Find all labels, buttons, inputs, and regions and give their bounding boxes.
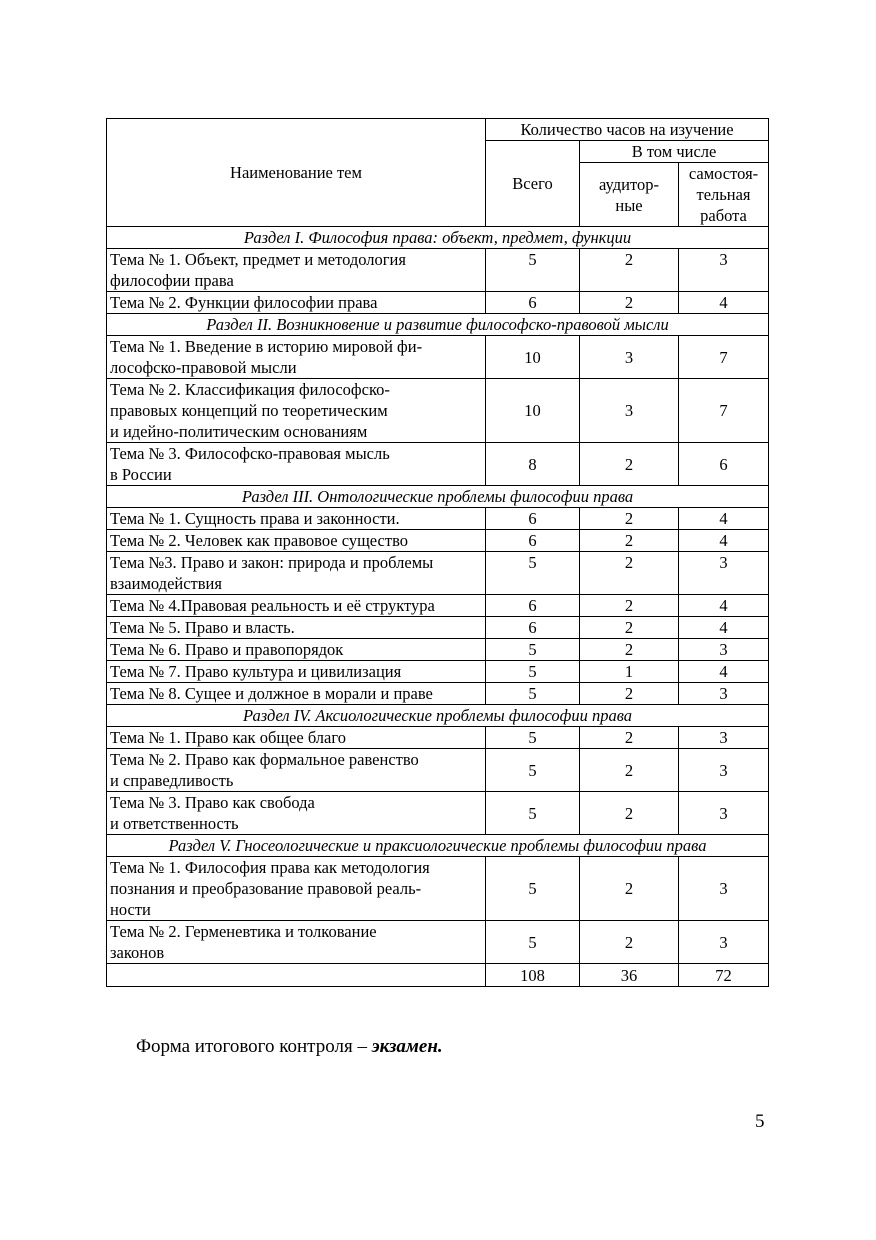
hours-auditorium: 2 (580, 530, 679, 552)
hours-total: 8 (486, 443, 580, 486)
hours-auditorium: 3 (580, 379, 679, 443)
table-row (107, 921, 769, 964)
hours-auditorium: 2 (580, 443, 679, 486)
topic-name: Тема № 1. Философия права как методология познания и преобразование правовой реаль- ности (107, 857, 486, 921)
topic-name: Тема № 1. Сущность права и законности. (107, 508, 486, 530)
hours-total: 5 (486, 727, 580, 749)
section-title: Раздел I. Философия права: объект, предмет, функции (107, 227, 769, 249)
hours-total: 5 (486, 249, 580, 292)
hours-self-study: 3 (679, 727, 769, 749)
hours-total: 10 (486, 379, 580, 443)
hours-total: 5 (486, 921, 580, 964)
topic-name: Тема № 2. Классификация философско- правовых концепций по теоретическим и идейно-политическим основаниям (107, 379, 486, 443)
header-topic-name: Наименование тем (107, 119, 486, 227)
hours-total: 6 (486, 292, 580, 314)
topic-name: Тема № 5. Право и власть. (107, 617, 486, 639)
hours-self-study: 7 (679, 379, 769, 443)
page-number: 5 (755, 1111, 765, 1132)
hours-self-study: 4 (679, 508, 769, 530)
hours-self-study: 3 (679, 639, 769, 661)
total-hours: 108 (486, 964, 580, 987)
hours-auditorium: 2 (580, 595, 679, 617)
topic-name: Тема № 1. Право как общее благо (107, 727, 486, 749)
hours-total: 5 (486, 749, 580, 792)
hours-total: 6 (486, 617, 580, 639)
section-row (107, 227, 769, 249)
table-row (107, 639, 769, 661)
section-row (107, 314, 769, 336)
total-auditorium: 36 (580, 964, 679, 987)
hours-auditorium: 2 (580, 639, 679, 661)
hours-total: 6 (486, 530, 580, 552)
final-control-label: Форма итогового контроля – (136, 1036, 372, 1057)
hours-total: 5 (486, 661, 580, 683)
table-row (107, 443, 769, 486)
section-title: Раздел IV. Аксиологические проблемы философии права (107, 705, 769, 727)
totals-row (107, 964, 769, 987)
table-row (107, 530, 769, 552)
table-row (107, 792, 769, 835)
hours-self-study: 4 (679, 530, 769, 552)
hours-auditorium: 2 (580, 508, 679, 530)
table-header (107, 119, 769, 227)
hours-self-study: 4 (679, 661, 769, 683)
total-self-study: 72 (679, 964, 769, 987)
topic-name: Тема № 8. Сущее и должное в морали и праве (107, 683, 486, 705)
topic-name: Тема № 3. Право как свобода и ответственность (107, 792, 486, 835)
hours-self-study: 4 (679, 292, 769, 314)
topic-name: Тема № 1. Введение в историю мировой фи- лософско-правовой мысли (107, 336, 486, 379)
hours-total: 5 (486, 639, 580, 661)
hours-auditorium: 3 (580, 336, 679, 379)
hours-auditorium: 2 (580, 921, 679, 964)
topic-name: Тема № 2. Человек как правовое существо (107, 530, 486, 552)
hours-total: 5 (486, 683, 580, 705)
header-auditorium: аудитор- ные (580, 163, 679, 227)
hours-auditorium: 2 (580, 683, 679, 705)
table-body (107, 227, 769, 987)
topic-name: Тема № 7. Право культура и цивилизация (107, 661, 486, 683)
table-row (107, 336, 769, 379)
hours-total: 5 (486, 552, 580, 595)
hours-auditorium: 2 (580, 727, 679, 749)
hours-self-study: 3 (679, 792, 769, 835)
hours-auditorium: 1 (580, 661, 679, 683)
table-row (107, 379, 769, 443)
section-title: Раздел II. Возникновение и развитие философско-правовой мысли (107, 314, 769, 336)
table-row (107, 249, 769, 292)
topic-name: Тема № 4.Правовая реальность и её структура (107, 595, 486, 617)
hours-auditorium: 2 (580, 292, 679, 314)
hours-auditorium: 2 (580, 857, 679, 921)
section-row (107, 705, 769, 727)
table-row (107, 617, 769, 639)
topic-name: Тема № 1. Объект, предмет и методология философии права (107, 249, 486, 292)
hours-total: 5 (486, 792, 580, 835)
table-row (107, 552, 769, 595)
header-self-study: самостоя- тельная работа (679, 163, 769, 227)
hours-total: 10 (486, 336, 580, 379)
section-title: Раздел V. Гносеологические и праксиологические проблемы философии права (107, 835, 769, 857)
table-row (107, 661, 769, 683)
topic-name: Тема № 2. Герменевтика и толкование законов (107, 921, 486, 964)
hours-auditorium: 2 (580, 617, 679, 639)
hours-auditorium: 2 (580, 552, 679, 595)
topic-name: Тема № 2. Право как формальное равенство и справедливость (107, 749, 486, 792)
hours-self-study: 3 (679, 749, 769, 792)
final-control-form (136, 1036, 443, 1058)
hours-self-study: 3 (679, 683, 769, 705)
section-title: Раздел III. Онтологические проблемы философии права (107, 486, 769, 508)
topic-name: Тема № 6. Право и правопорядок (107, 639, 486, 661)
hours-self-study: 4 (679, 617, 769, 639)
header-including: В том числе (580, 141, 769, 163)
hours-self-study: 3 (679, 552, 769, 595)
hours-total: 6 (486, 595, 580, 617)
table-row (107, 749, 769, 792)
topic-name: Тема № 2. Функции философии права (107, 292, 486, 314)
hours-table (106, 118, 769, 987)
hours-auditorium: 2 (580, 749, 679, 792)
header-total: Всего (486, 141, 580, 227)
hours-self-study: 3 (679, 249, 769, 292)
header-hours: Количество часов на изучение (486, 119, 769, 141)
topic-name: Тема № 3. Философско-правовая мысль в России (107, 443, 486, 486)
hours-total: 6 (486, 508, 580, 530)
section-row (107, 486, 769, 508)
final-control-value: экзамен. (371, 1036, 443, 1057)
table-row (107, 683, 769, 705)
hours-auditorium: 2 (580, 249, 679, 292)
hours-self-study: 3 (679, 921, 769, 964)
hours-self-study: 4 (679, 595, 769, 617)
table-row (107, 727, 769, 749)
table-row (107, 508, 769, 530)
totals-label (107, 964, 486, 987)
hours-self-study: 3 (679, 857, 769, 921)
hours-self-study: 6 (679, 443, 769, 486)
table-row (107, 595, 769, 617)
hours-auditorium: 2 (580, 792, 679, 835)
table-row (107, 857, 769, 921)
table-row (107, 292, 769, 314)
topic-name: Тема №3. Право и закон: природа и проблемы взаимодействия (107, 552, 486, 595)
section-row (107, 835, 769, 857)
hours-self-study: 7 (679, 336, 769, 379)
hours-total: 5 (486, 857, 580, 921)
